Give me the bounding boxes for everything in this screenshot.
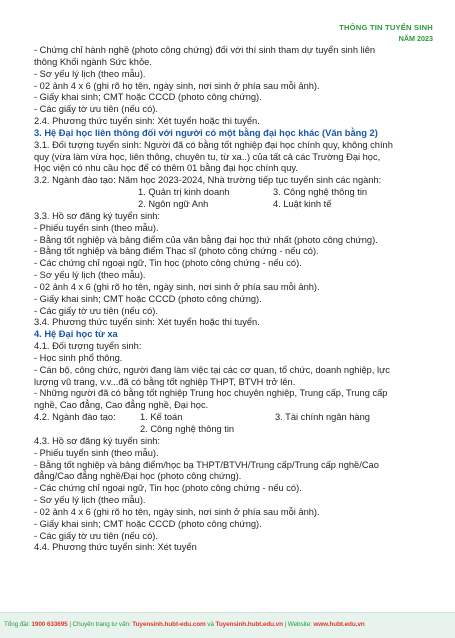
section-3-heading: 3. Hệ Đại học liên thông đối với người có một bằng đại học khác (Văn bằng 2) [34,127,378,138]
text-line: - Các chứng chỉ ngoại ngữ, Tin học (photo công chứng - nếu có). [34,258,302,269]
text-line: 2.4. Phương thức tuyển sinh: Xét tuyển hoặc thi tuyển. [34,116,260,127]
text-line: - 02 ảnh 4 x 6 (ghi rõ họ tên, ngày sinh, nơi sinh ở phía sau mỗi ảnh). [34,80,320,91]
text-line: - 02 ảnh 4 x 6 (ghi rõ họ tên, ngày sinh, nơi sinh ở phía sau mỗi ảnh). [34,281,320,292]
program-item: 4. Luật kinh tế [273,198,332,209]
text-line: - Các chứng chỉ ngoại ngữ, Tin học (photo công chứng - nếu có). [34,483,302,494]
text-line: nghề, Cao đẳng, Cao đẳng nghề, Đại học. [34,400,209,411]
text-line: 4.4. Phương thức tuyển sinh: Xét tuyển [34,542,197,553]
footer-contact [4,621,451,628]
text-line: 3.1. Đối tượng tuyển sinh: Người đã có bằng tốt nghiệp đại học chính quy, không chính [34,139,393,150]
header-title: THÔNG TIN TUYỂN SINH [339,23,433,32]
program-item: 2. Ngôn ngữ Anh [138,198,209,209]
text-line: 3.2. Ngành đào tạo: Năm học 2023-2024, Nhà trường tiếp tục tuyển sinh các ngành: [34,175,382,186]
text-line: lượng vũ trang, v.v...đã có bằng tốt nghiệp THPT, BTVH trở lên. [34,376,296,387]
program-item: 1. Quản trị kinh doanh [138,187,230,198]
hotline-label: Tổng đài: [4,621,32,628]
text-line: 3.3. Hồ sơ đăng ký tuyển sinh: [34,210,160,221]
text-line: Học viện có nhu cầu học để có thêm 01 bằng đại học chính quy. [34,163,298,174]
text-line: - Các giấy tờ ưu tiên (nếu có). [34,305,158,316]
page-footer [0,612,455,638]
website-link[interactable]: www.hubt.edu.vn [313,621,365,628]
text-line: - Bằng tốt nghiệp và bảng điểm/học bạ THPT/BTVH/Trung cấp/Trung cấp nghề/Cao [34,459,379,470]
program-row [34,199,426,211]
text-line: - Học sinh phổ thông. [34,352,123,363]
program-item: 3. Công nghệ thông tin [273,187,368,198]
text-line: - Sơ yếu lý lịch (theo mẫu). [34,68,146,79]
text-line: - Giấy khai sinh; CMT hoặc CCCD (photo công chứng). [34,92,262,103]
text-line: 3.4. Phương thức tuyển sinh: Xét tuyển hoặc thi tuyển. [34,317,260,328]
hotline-number: 1900 633695 [31,621,68,628]
footer-and: và [205,621,216,628]
text-line: - Phiếu tuyển sinh (theo mẫu). [34,447,159,458]
text-line: - Các giấy tờ ưu tiên (nếu có). [34,530,158,541]
text-line: - Giấy khai sinh; CMT hoặc CCCD (photo công chứng). [34,518,262,529]
text-line: - Cán bộ, công chức, người đang làm việc tại các cơ quan, tổ chức, doanh nghiệp, lực [34,364,390,375]
program-item: 1. Kế toán [140,412,183,423]
text-line: - Các giấy tờ ưu tiên (nếu có). [34,104,158,115]
section-4-heading: 4. Hệ Đại học từ xa [34,329,118,340]
text-line: - Bằng tốt nghiệp và bảng điểm của văn bằng đại học thứ nhất (photo công chứng). [34,234,378,245]
text-line: quy (vừa làm vừa học, liên thông, chuyên tu, từ xa..) của tất cả các Trường Đại học, [34,151,381,162]
text-line: thông Khối ngành Sức khỏe. [34,56,152,67]
program-label: 4.2. Ngành đào tạo: [34,412,116,423]
text-line: 4.1. Đối tượng tuyển sinh: [34,341,142,352]
program-row [34,412,426,424]
text-line: - Những người đã có bằng tốt nghiệp Trung học chuyên nghiệp, Trung cấp, Trung cấp [34,388,388,399]
consult-site-1[interactable]: Tuyensinh.hubt-edu.com [132,621,206,628]
page-header [339,22,433,44]
program-item: 3. Tài chính ngân hàng [275,412,370,423]
text-line: - Sơ yếu lý lịch (theo mẫu). [34,270,146,281]
program-row [34,187,426,199]
consult-label: | Chuyên trang tư vấn: [67,621,133,628]
program-row [34,424,426,436]
text-line: - 02 ảnh 4 x 6 (ghi rõ họ tên, ngày sinh, nơi sinh ở phía sau mỗi ảnh). [34,506,320,517]
consult-site-2[interactable]: Tuyensinh.hubt.edu.vn [215,621,283,628]
text-line: 4.3. Hồ sơ đăng ký tuyển sinh: [34,435,160,446]
header-year: NĂM 2023 [398,34,433,43]
website-label: | Website: [282,621,314,628]
document-body [34,45,426,554]
text-line: đẳng/Cao đẳng nghề/Đại học (photo công chứng). [34,471,242,482]
text-line: - Sơ yếu lý lịch (theo mẫu). [34,495,146,506]
text-line: - Bằng tốt nghiệp và bảng điểm Thạc sĩ (photo công chứng - nếu có). [34,246,319,257]
text-line: - Phiếu tuyển sinh (theo mẫu). [34,222,159,233]
program-item: 2. Công nghệ thông tin [140,424,235,434]
text-line: - Chứng chỉ hành nghề (photo công chứng) đối với thí sinh tham dự tuyển sinh liên [34,45,376,55]
text-line: - Giấy khai sinh; CMT hoặc CCCD (photo công chứng). [34,293,262,304]
